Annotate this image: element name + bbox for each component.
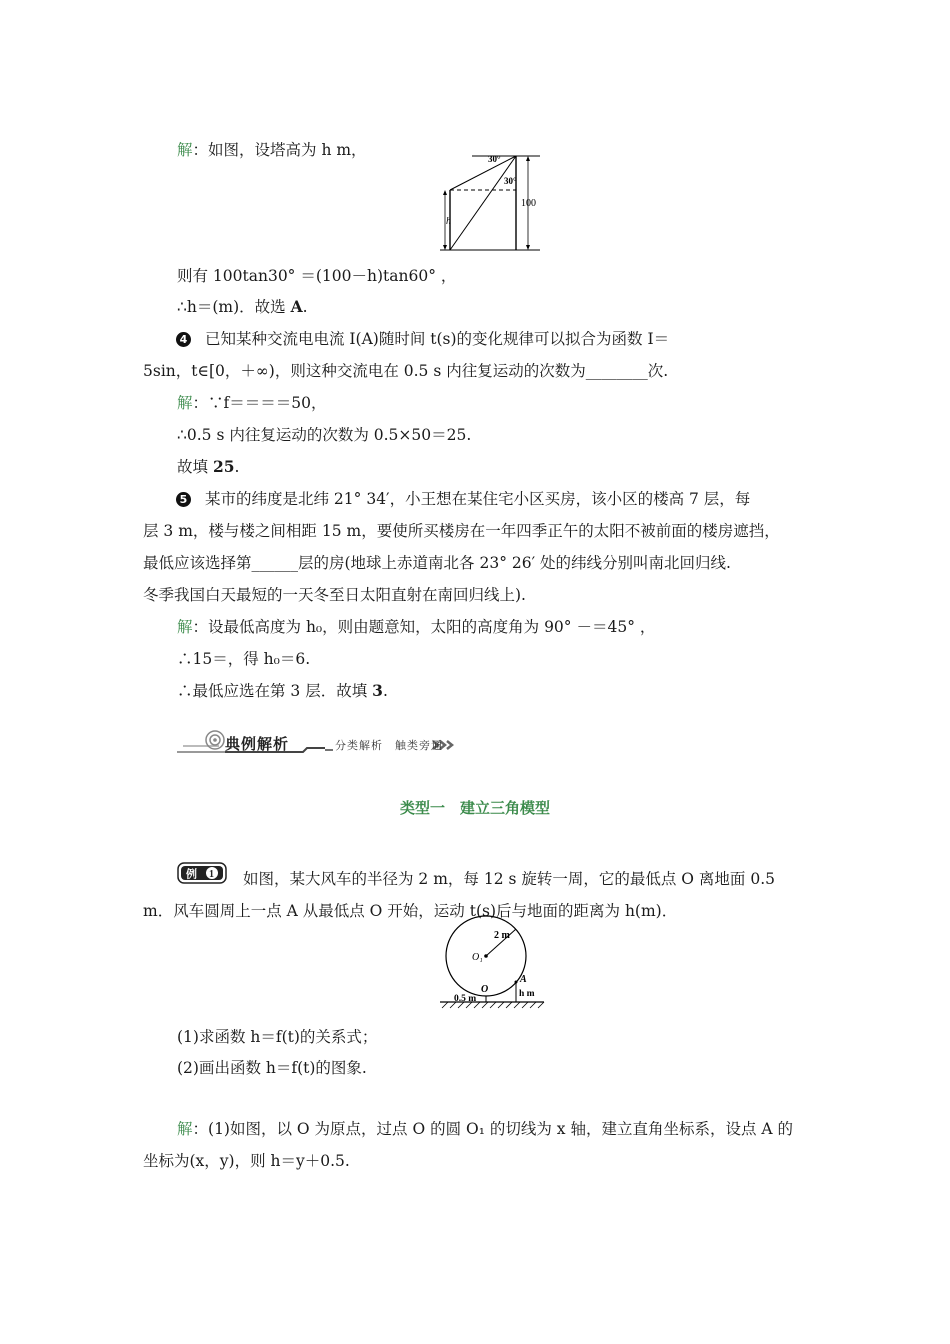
text: ∴最低应选在第 3 层．故填 (177, 682, 373, 700)
banner-subtitle: 分类解析 触类旁通 (335, 739, 443, 752)
q5-line-2: 层 3 m，楼与楼之间相距 15 m，要使所买楼房在一年四季正午的太阳不被前面的楼房遮挡， (143, 522, 780, 540)
example-solution-line-1 (177, 1119, 793, 1139)
q4-solution-line-1 (177, 393, 326, 413)
angle-top-label: 30° (488, 154, 501, 164)
center-label: O₁ (472, 952, 483, 963)
example-line-1: 如图，某大风车的半径为 2 m，每 12 s 旋转一周，它的最低点 O 离地面 0.5 (243, 870, 776, 888)
solution-label: 解 (177, 618, 193, 636)
q3-solution-line-3 (177, 297, 308, 317)
example-question-2: (2)画出函数 h＝f(t)的图象. (177, 1059, 367, 1077)
q4-line-1 (176, 329, 669, 349)
q5-solution-line-2: ∴15＝，得 h₀＝6. (177, 650, 311, 668)
ground-distance-label: 0.5 m (454, 994, 477, 1004)
height-label: h m (519, 989, 535, 999)
q4-line-2: 5sin，t∈[0，＋∞)，则这种交流电在 0.5 s 内往复运动的次数为________次. (143, 362, 669, 380)
question-number-badge: 5 (176, 492, 191, 507)
section-title: 类型一 建立三角模型 (399, 799, 550, 817)
angle-mid-label: 30° (504, 176, 517, 186)
example-line-2: m．风车圆周上一点 A 从最低点 O 开始，运动 t(s)后与地面的距离为 h(m)． (143, 902, 678, 920)
height-h-label: h (446, 216, 451, 227)
point-o-label: O (481, 984, 489, 995)
q3-solution-line-1 (177, 140, 367, 160)
tower-diagram (436, 150, 548, 254)
solution-label: 解 (177, 141, 193, 159)
text: . (234, 458, 240, 476)
text: ：∵f＝＝＝＝50， (192, 394, 327, 412)
text: ：(1)如图，以 O 为原点，过点 O 的圆 O₁ 的切线为 x 轴，建立直角坐标系，设点 A 的 (192, 1120, 794, 1138)
question-number-badge: 4 (176, 332, 191, 347)
q5-line-3: 最低应该选择第______层的房(地球上赤道南北各 23° 26′ 处的纬线分别叫南北回归线. (143, 554, 731, 572)
q5-line-4: 冬季我国白天最短的一天冬至日太阳直射在南回归线上). (143, 586, 526, 604)
answer: 25 (212, 457, 235, 476)
text: . (302, 298, 308, 316)
solution-label: 解 (177, 394, 193, 412)
text: 故填 (177, 458, 213, 476)
q5-solution-line-1 (177, 617, 655, 637)
q5-line-1 (176, 489, 750, 509)
solution-label: 解 (177, 1120, 193, 1138)
example-number: 1 (209, 869, 214, 880)
example-solution-line-2: 坐标为(x，y)，则 h＝y＋0.5. (143, 1152, 350, 1170)
text: ∴h＝(m)．故选 (177, 298, 291, 316)
example-label: 例 (186, 868, 197, 881)
q5-solution-line-3 (177, 681, 388, 701)
text: 已知某种交流电电流 I(A)随时间 t(s)的变化规律可以拟合为函数 I＝ (205, 330, 670, 348)
banner-title: 典例解析 (225, 735, 290, 753)
text: 某市的纬度是北纬 21° 34′，小王想在某住宅小区买房，该小区的楼高 7 层，每 (205, 490, 751, 508)
example-question-1: (1)求函数 h＝f(t)的关系式； (177, 1028, 378, 1046)
height-100-label: 100 (521, 198, 536, 209)
radius-label: 2 m (494, 930, 510, 941)
solution-text: ：如图，设塔高为 h m， (192, 141, 367, 159)
q4-solution-line-3 (177, 457, 239, 477)
q4-solution-line-2: ∴0.5 s 内往复运动的次数为 0.5×50＝25. (177, 426, 472, 444)
text: . (382, 682, 388, 700)
point-a-label: A (520, 974, 527, 985)
windmill-diagram (436, 912, 548, 1012)
q3-solution-line-2: 则有 100tan30° ＝(100－h)tan60° ， (177, 267, 457, 285)
text: ：设最低高度为 h₀，则由题意知，太阳的高度角为 90° －＝45° ， (192, 618, 656, 636)
example-badge (177, 862, 227, 884)
answer: 3 (372, 681, 383, 700)
answer: A (290, 297, 303, 316)
